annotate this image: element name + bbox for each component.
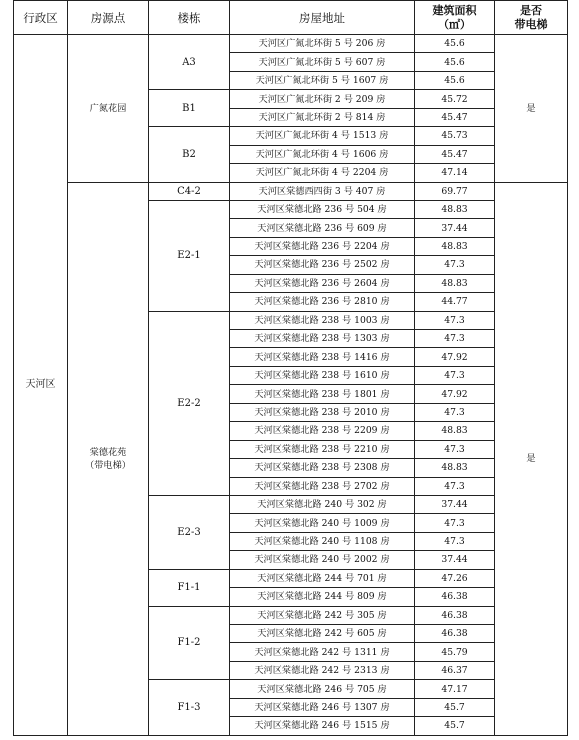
header-area-line2: （㎡） xyxy=(438,17,471,31)
area-cell: 44.77 xyxy=(415,293,495,311)
address-cell: 天河区棠德北路 236 号 2204 房 xyxy=(230,237,415,255)
building-cell: B2 xyxy=(149,127,230,182)
building-cell: E2-3 xyxy=(149,495,230,569)
area-cell: 37.44 xyxy=(415,551,495,569)
area-cell: 47.26 xyxy=(415,569,495,587)
building-cell: E2-2 xyxy=(149,311,230,495)
header-elevator-line1: 是否 xyxy=(520,3,542,17)
area-cell: 45.6 xyxy=(415,35,495,53)
address-cell: 天河区广氮北环街 4 号 1606 房 xyxy=(230,145,415,163)
address-cell: 天河区棠德北路 238 号 1303 房 xyxy=(230,330,415,348)
address-cell: 天河区广氮北环街 4 号 1513 房 xyxy=(230,127,415,145)
area-cell: 69.77 xyxy=(415,182,495,200)
building-cell: F1-2 xyxy=(149,606,230,680)
area-cell: 45.72 xyxy=(415,90,495,108)
address-cell: 天河区广氮北环街 5 号 1607 房 xyxy=(230,71,415,89)
area-cell: 45.73 xyxy=(415,127,495,145)
district-cell: 天河区 xyxy=(14,35,68,736)
address-cell: 天河区棠德北路 242 号 605 房 xyxy=(230,625,415,643)
building-cell: C4-2 xyxy=(149,182,230,200)
address-cell: 天河区棠德北路 242 号 1311 房 xyxy=(230,643,415,661)
address-cell: 天河区棠德北路 238 号 1003 房 xyxy=(230,311,415,329)
address-cell: 天河区棠德北路 236 号 609 房 xyxy=(230,219,415,237)
address-cell: 天河区棠德北路 238 号 2010 房 xyxy=(230,403,415,421)
area-cell: 45.6 xyxy=(415,53,495,71)
address-cell: 天河区棠德北路 246 号 1307 房 xyxy=(230,698,415,716)
area-cell: 45.47 xyxy=(415,108,495,126)
area-cell: 47.3 xyxy=(415,440,495,458)
area-cell: 47.92 xyxy=(415,348,495,366)
area-cell: 45.79 xyxy=(415,643,495,661)
header-area xyxy=(415,1,495,35)
address-cell: 天河区棠德北路 238 号 1416 房 xyxy=(230,348,415,366)
source-cell xyxy=(68,35,149,183)
area-cell: 47.17 xyxy=(415,680,495,698)
area-cell: 48.83 xyxy=(415,200,495,218)
source-name: 广氮花园 xyxy=(89,102,127,114)
address-cell: 天河区棠德北路 238 号 1801 房 xyxy=(230,385,415,403)
area-cell: 48.83 xyxy=(415,237,495,255)
area-cell: 47.14 xyxy=(415,164,495,182)
elevator-cell: 是 xyxy=(495,35,568,183)
area-cell: 47.92 xyxy=(415,385,495,403)
address-cell: 天河区棠德北路 236 号 2810 房 xyxy=(230,293,415,311)
area-cell: 37.44 xyxy=(415,495,495,513)
address-cell: 天河区棠德北路 240 号 1108 房 xyxy=(230,532,415,550)
address-cell: 天河区棠德北路 238 号 2702 房 xyxy=(230,477,415,495)
building-cell: F1-1 xyxy=(149,569,230,606)
source-note: （带电梯） xyxy=(85,459,131,471)
address-cell: 天河区棠德北路 244 号 701 房 xyxy=(230,569,415,587)
header-source: 房源点 xyxy=(68,1,149,35)
source-cell xyxy=(68,182,149,735)
area-cell: 47.3 xyxy=(415,477,495,495)
area-cell: 45.6 xyxy=(415,71,495,89)
address-cell: 天河区棠德北路 238 号 2308 房 xyxy=(230,459,415,477)
address-cell: 天河区广氮北环街 5 号 206 房 xyxy=(230,35,415,53)
address-cell: 天河区棠德西四街 3 号 407 房 xyxy=(230,182,415,200)
header-elevator-line2: 带电梯 xyxy=(514,17,548,31)
address-cell: 天河区棠德北路 236 号 2502 房 xyxy=(230,256,415,274)
area-cell: 47.3 xyxy=(415,256,495,274)
building-cell: F1-3 xyxy=(149,680,230,735)
area-cell: 47.3 xyxy=(415,330,495,348)
address-cell: 天河区棠德北路 242 号 305 房 xyxy=(230,606,415,624)
building-cell: B1 xyxy=(149,90,230,127)
area-cell: 48.83 xyxy=(415,422,495,440)
address-cell: 天河区棠德北路 240 号 2002 房 xyxy=(230,551,415,569)
area-cell: 47.3 xyxy=(415,403,495,421)
housing-table-container xyxy=(13,0,568,736)
address-cell: 天河区棠德北路 238 号 2210 房 xyxy=(230,440,415,458)
header-area-line1: 建筑面积 xyxy=(432,3,477,17)
area-cell: 47.3 xyxy=(415,514,495,532)
address-cell: 天河区广氮北环街 2 号 814 房 xyxy=(230,108,415,126)
address-cell: 天河区棠德北路 236 号 504 房 xyxy=(230,200,415,218)
area-cell: 47.3 xyxy=(415,532,495,550)
address-cell: 天河区广氮北环街 5 号 607 房 xyxy=(230,53,415,71)
header-address: 房屋地址 xyxy=(230,1,415,35)
table-body xyxy=(14,35,568,736)
address-cell: 天河区棠德北路 236 号 2604 房 xyxy=(230,274,415,292)
header-district: 行政区 xyxy=(14,1,68,35)
address-cell: 天河区广氮北环街 4 号 2204 房 xyxy=(230,164,415,182)
area-cell: 37.44 xyxy=(415,219,495,237)
area-cell: 45.7 xyxy=(415,698,495,716)
area-cell: 48.83 xyxy=(415,274,495,292)
source-name: 棠德花苑 xyxy=(89,446,127,458)
building-cell: E2-1 xyxy=(149,200,230,311)
area-cell: 46.38 xyxy=(415,625,495,643)
housing-table xyxy=(13,0,568,736)
table-row xyxy=(14,35,568,53)
address-cell: 天河区广氮北环街 2 号 209 房 xyxy=(230,90,415,108)
address-cell: 天河区棠德北路 242 号 2313 房 xyxy=(230,661,415,679)
header-building: 楼栋 xyxy=(149,1,230,35)
area-cell: 46.37 xyxy=(415,661,495,679)
area-cell: 45.7 xyxy=(415,717,495,735)
address-cell: 天河区棠德北路 246 号 1515 房 xyxy=(230,717,415,735)
area-cell: 47.3 xyxy=(415,311,495,329)
address-cell: 天河区棠德北路 244 号 809 房 xyxy=(230,588,415,606)
building-cell: A3 xyxy=(149,35,230,90)
header-elevator xyxy=(495,1,568,35)
address-cell: 天河区棠德北路 238 号 1610 房 xyxy=(230,366,415,384)
address-cell: 天河区棠德北路 240 号 302 房 xyxy=(230,495,415,513)
elevator-cell: 是 xyxy=(495,182,568,735)
address-cell: 天河区棠德北路 240 号 1009 房 xyxy=(230,514,415,532)
header-row xyxy=(14,1,568,35)
area-cell: 47.3 xyxy=(415,366,495,384)
area-cell: 46.38 xyxy=(415,606,495,624)
area-cell: 46.38 xyxy=(415,588,495,606)
area-cell: 48.83 xyxy=(415,459,495,477)
area-cell: 45.47 xyxy=(415,145,495,163)
address-cell: 天河区棠德北路 246 号 705 房 xyxy=(230,680,415,698)
address-cell: 天河区棠德北路 238 号 2209 房 xyxy=(230,422,415,440)
table-row xyxy=(14,182,568,200)
